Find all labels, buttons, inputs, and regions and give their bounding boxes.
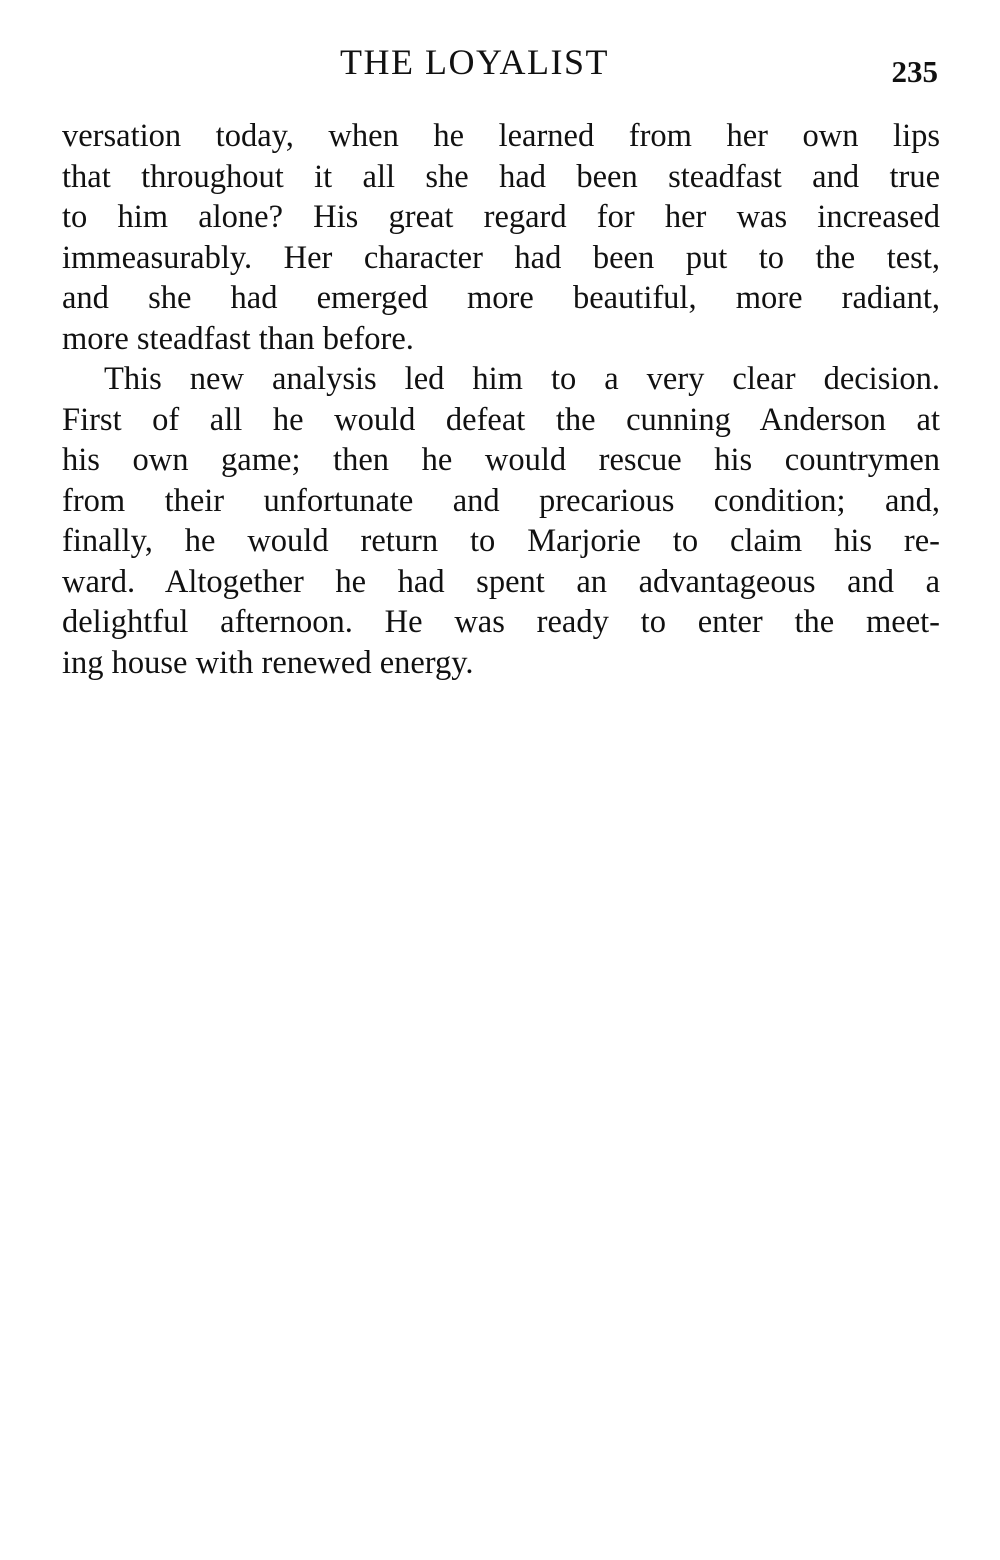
text-line: finally, he would return to Marjorie to claim his re- xyxy=(62,523,940,559)
page-number: 235 xyxy=(891,54,938,89)
running-title: THE LOYALIST xyxy=(340,42,609,82)
text-line: This new analysis led him to a very clear decision. xyxy=(104,361,940,397)
paragraph-2 xyxy=(62,359,940,683)
body-text xyxy=(62,116,940,683)
text-line: more steadfast than before. xyxy=(62,320,414,357)
text-line: ward. Altogether he had spent an advantageous and a xyxy=(62,563,940,600)
text-line: delightful afternoon. He was ready to enter the meet- xyxy=(62,604,940,640)
text-line: ing house with renewed energy. xyxy=(62,644,474,681)
text-line: that throughout it all she had been steadfast and true xyxy=(62,158,940,195)
text-line: and she had emerged more beautiful, more radiant, xyxy=(62,280,940,316)
text-line: from their unfortunate and precarious condition; and, xyxy=(62,482,940,519)
paragraph-1 xyxy=(62,116,940,359)
text-line: his own game; then he would rescue his countrymen xyxy=(62,442,940,478)
text-line: to him alone? His great regard for her was increased xyxy=(62,199,940,235)
text-line: versation today, when he learned from her own lips xyxy=(62,118,940,154)
text-line: First of all he would defeat the cunning Anderson at xyxy=(62,401,940,438)
text-line: immeasurably. Her character had been put to the test, xyxy=(62,239,940,276)
